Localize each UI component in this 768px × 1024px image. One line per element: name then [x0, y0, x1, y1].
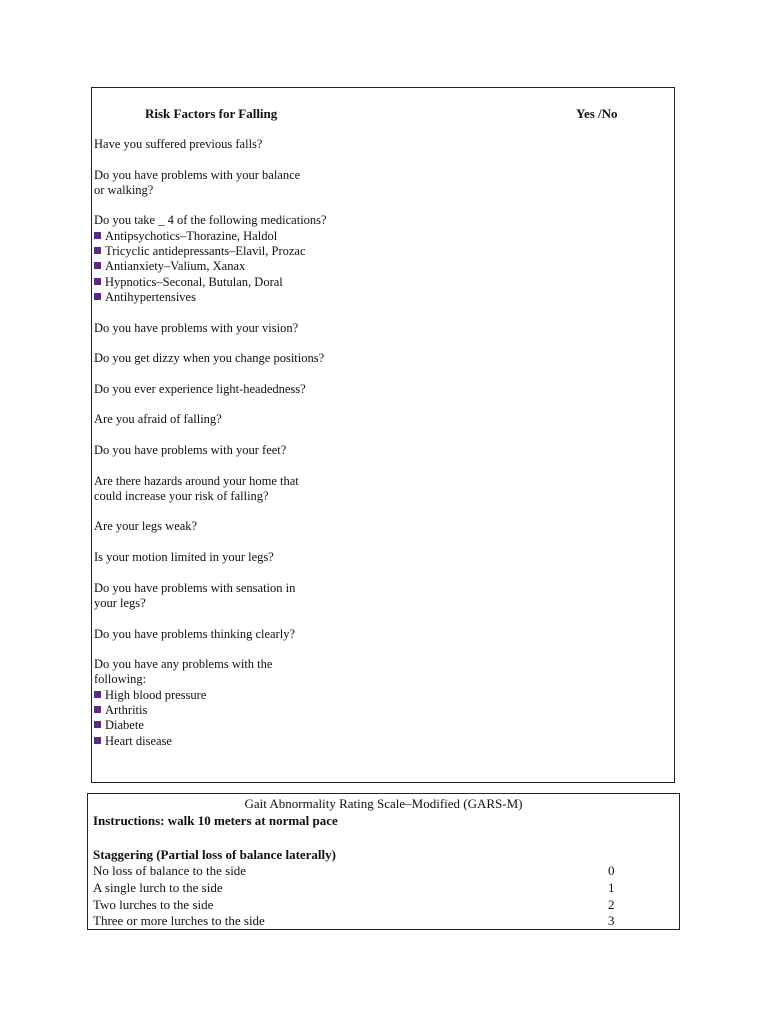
- gars-row: [93, 863, 673, 880]
- question-item: [94, 550, 434, 565]
- bullet-item: [94, 290, 434, 305]
- question-item: [94, 474, 434, 505]
- square-bullet-icon: [94, 691, 101, 698]
- bullet-text: Antipsychotics–Thorazine, Haldol: [105, 228, 278, 243]
- question-text: Is your motion limited in your legs?: [94, 550, 274, 565]
- gars-row-label: Two lurches to the side: [93, 896, 214, 912]
- bullet-text: Diabete: [105, 718, 144, 733]
- square-bullet-icon: [94, 262, 101, 269]
- question-text: Do you have problems thinking clearly?: [94, 626, 295, 641]
- square-bullet-icon: [94, 706, 101, 713]
- risk-factors-box: [91, 87, 675, 783]
- square-bullet-icon: [94, 247, 101, 254]
- question-text: Do you have problems with your vision?: [94, 320, 299, 335]
- question-text: Do you have any problems with the: [94, 657, 273, 672]
- gars-row-score: 1: [608, 879, 615, 895]
- question-text: Do you have problems with your balance: [94, 167, 301, 182]
- yes-no-header: Yes /No: [576, 106, 618, 121]
- gars-row-score: 2: [608, 896, 615, 912]
- bullet-item: [94, 229, 434, 244]
- question-item: [94, 443, 434, 458]
- question-text: Do you have problems with your feet?: [94, 442, 287, 457]
- gars-box: [87, 793, 680, 930]
- bullet-text: Hypnotics–Seconal, Butulan, Doral: [105, 274, 283, 289]
- bullet-item: [94, 734, 434, 749]
- bullet-text: High blood pressure: [105, 687, 207, 702]
- question-text: or walking?: [94, 182, 154, 197]
- gars-row-label: A single lurch to the side: [93, 879, 223, 895]
- question-text: Are you afraid of falling?: [94, 412, 222, 427]
- question-item: [94, 382, 434, 397]
- bullet-text: Antianxiety–Valium, Xanax: [105, 259, 246, 274]
- question-item: [94, 351, 434, 366]
- question-text: your legs?: [94, 595, 146, 610]
- question-item: [94, 627, 434, 642]
- question-item: [94, 321, 434, 336]
- question-item: [94, 137, 434, 152]
- gars-row: [93, 897, 673, 914]
- gars-rows: [93, 863, 673, 930]
- bullet-text: Arthritis: [105, 702, 148, 717]
- square-bullet-icon: [94, 293, 101, 300]
- bullet-item: [94, 244, 434, 259]
- square-bullet-icon: [94, 737, 101, 744]
- gars-row-label: No loss of balance to the side: [93, 863, 247, 878]
- question-item: [94, 519, 434, 534]
- bullet-item: [94, 688, 434, 703]
- bullet-item: [94, 275, 434, 290]
- bullet-item: [94, 703, 434, 718]
- square-bullet-icon: [94, 278, 101, 285]
- questions-list: [94, 137, 434, 764]
- bullet-text: Antihypertensives: [105, 289, 196, 304]
- question-text: Do you get dizzy when you change positions?: [94, 351, 325, 366]
- bullet-text: Heart disease: [105, 733, 172, 748]
- gars-row-score: 0: [608, 863, 615, 878]
- question-item: [94, 412, 434, 427]
- gars-title: Gait Abnormality Rating Scale–Modified (GARS-M): [244, 796, 523, 811]
- question-text: Are there hazards around your home that: [94, 473, 299, 488]
- question-item: [94, 168, 434, 199]
- question-text: could increase your risk of falling?: [94, 488, 269, 503]
- question-item: [94, 657, 434, 749]
- question-item: [94, 581, 434, 612]
- question-item: [94, 213, 434, 305]
- risk-factors-title: Risk Factors for Falling: [145, 106, 278, 121]
- question-text: Do you take _ 4 of the following medications?: [94, 213, 327, 228]
- question-text: Do you have problems with sensation in: [94, 580, 296, 595]
- square-bullet-icon: [94, 232, 101, 239]
- gars-row: [93, 880, 673, 897]
- bullet-item: [94, 259, 434, 274]
- bullet-text: Tricyclic antidepressants–Elavil, Prozac: [105, 244, 306, 259]
- bullet-item: [94, 718, 434, 733]
- square-bullet-icon: [94, 721, 101, 728]
- gars-row-score: 3: [608, 913, 615, 929]
- question-text: Do you ever experience light-headedness?: [94, 381, 306, 396]
- gars-section-heading: Staggering (Partial loss of balance laterally): [93, 847, 336, 862]
- question-text: following:: [94, 672, 147, 687]
- gars-instructions: Instructions: walk 10 meters at normal pace: [93, 813, 338, 828]
- question-text: Are your legs weak?: [94, 519, 198, 534]
- gars-row: [93, 913, 673, 930]
- gars-row-label: Three or more lurches to the side: [93, 913, 265, 929]
- question-text: Have you suffered previous falls?: [94, 137, 263, 151]
